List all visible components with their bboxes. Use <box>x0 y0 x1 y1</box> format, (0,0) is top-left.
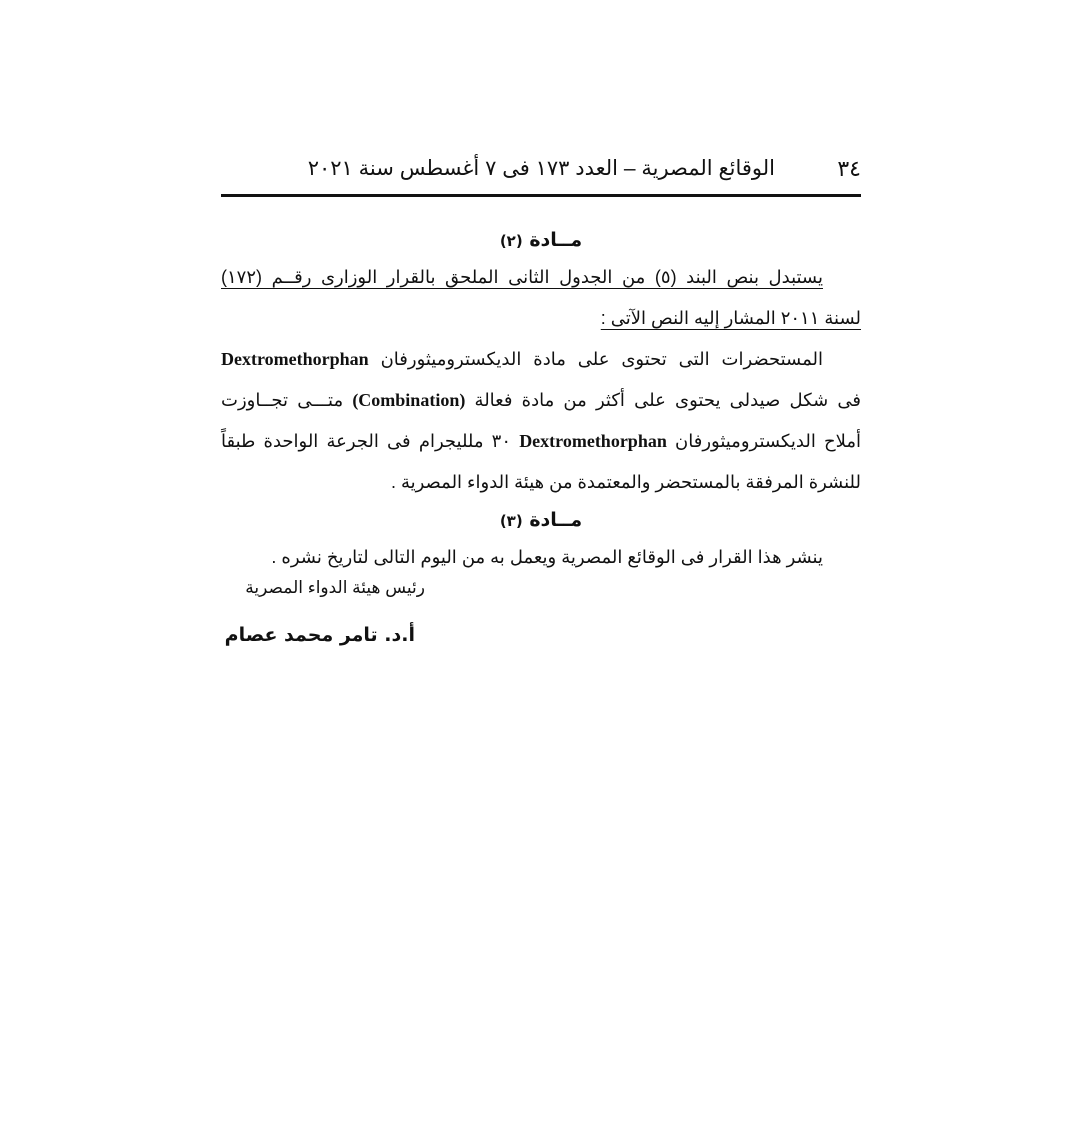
article-3-line-1-text: ينشر هذا القرار فى الوقائع المصرية ويعمل به من اليوم التالى لتاريخ نشره . <box>271 547 823 567</box>
article-2-para-line-2 <box>221 380 861 421</box>
article-2-heading-word: مــادة <box>529 229 583 251</box>
para-line-3-arabic-b: ٣٠ ملليجرام فى الجرعة الواحدة طبقاً <box>221 431 512 451</box>
para-line-1-latin: Dextromethorphan <box>221 349 369 369</box>
article-2-heading <box>221 223 861 257</box>
article-2-para-line-1 <box>221 339 861 380</box>
page-header <box>221 150 861 197</box>
para-line-4-text: للنشرة المرفقة بالمستحضر والمعتمدة من هيئة الدواء المصرية . <box>390 472 861 492</box>
article-2-line-1 <box>221 257 861 298</box>
article-2-para-line-4 <box>221 462 861 503</box>
article-2-line-2 <box>221 298 861 339</box>
para-line-3-arabic-a: أملاح الديكستروميثورفان <box>675 431 861 451</box>
gazette-title: الوقائع المصرية – العدد ١٧٣ فى ٧ أغسطس سنة ٢٠٢١ <box>307 157 775 180</box>
article-3-line-1 <box>221 537 861 578</box>
article-3-heading <box>221 503 861 537</box>
para-line-2-latin: (Combination) <box>352 390 466 410</box>
article-2-line-1-text: يستبدل بنص البند (٥) من الجدول الثانى الملحق بالقرار الوزارى رقــم (١٧٢) <box>221 267 823 287</box>
para-line-3-latin: Dextromethorphan <box>519 431 667 451</box>
article-3-heading-word: مــادة <box>529 509 583 531</box>
para-line-1-arabic: المستحضرات التى تحتوى على مادة الديكستروميثورفان <box>380 349 823 369</box>
signatory-name: أ.د. تامر محمد عصام <box>224 624 415 646</box>
signature-block <box>221 578 861 658</box>
article-2-line-2-text: لسنة ٢٠١١ المشار إليه النص الآتى : <box>600 308 861 328</box>
signatory-title: رئيس هيئة الدواء المصرية <box>245 578 425 597</box>
article-3-heading-number: (٣) <box>499 512 523 530</box>
gazette-page <box>221 150 861 658</box>
article-2-para-line-3 <box>221 421 861 462</box>
page-number: ٣٤ <box>837 156 861 181</box>
para-line-2-arabic-b: متـــى تجــاوزت <box>221 390 344 410</box>
article-2-heading-number: (٢) <box>499 232 523 250</box>
para-line-2-arabic-a: فى شكل صيدلى يحتوى على أكثر من مادة فعالة <box>474 390 861 410</box>
